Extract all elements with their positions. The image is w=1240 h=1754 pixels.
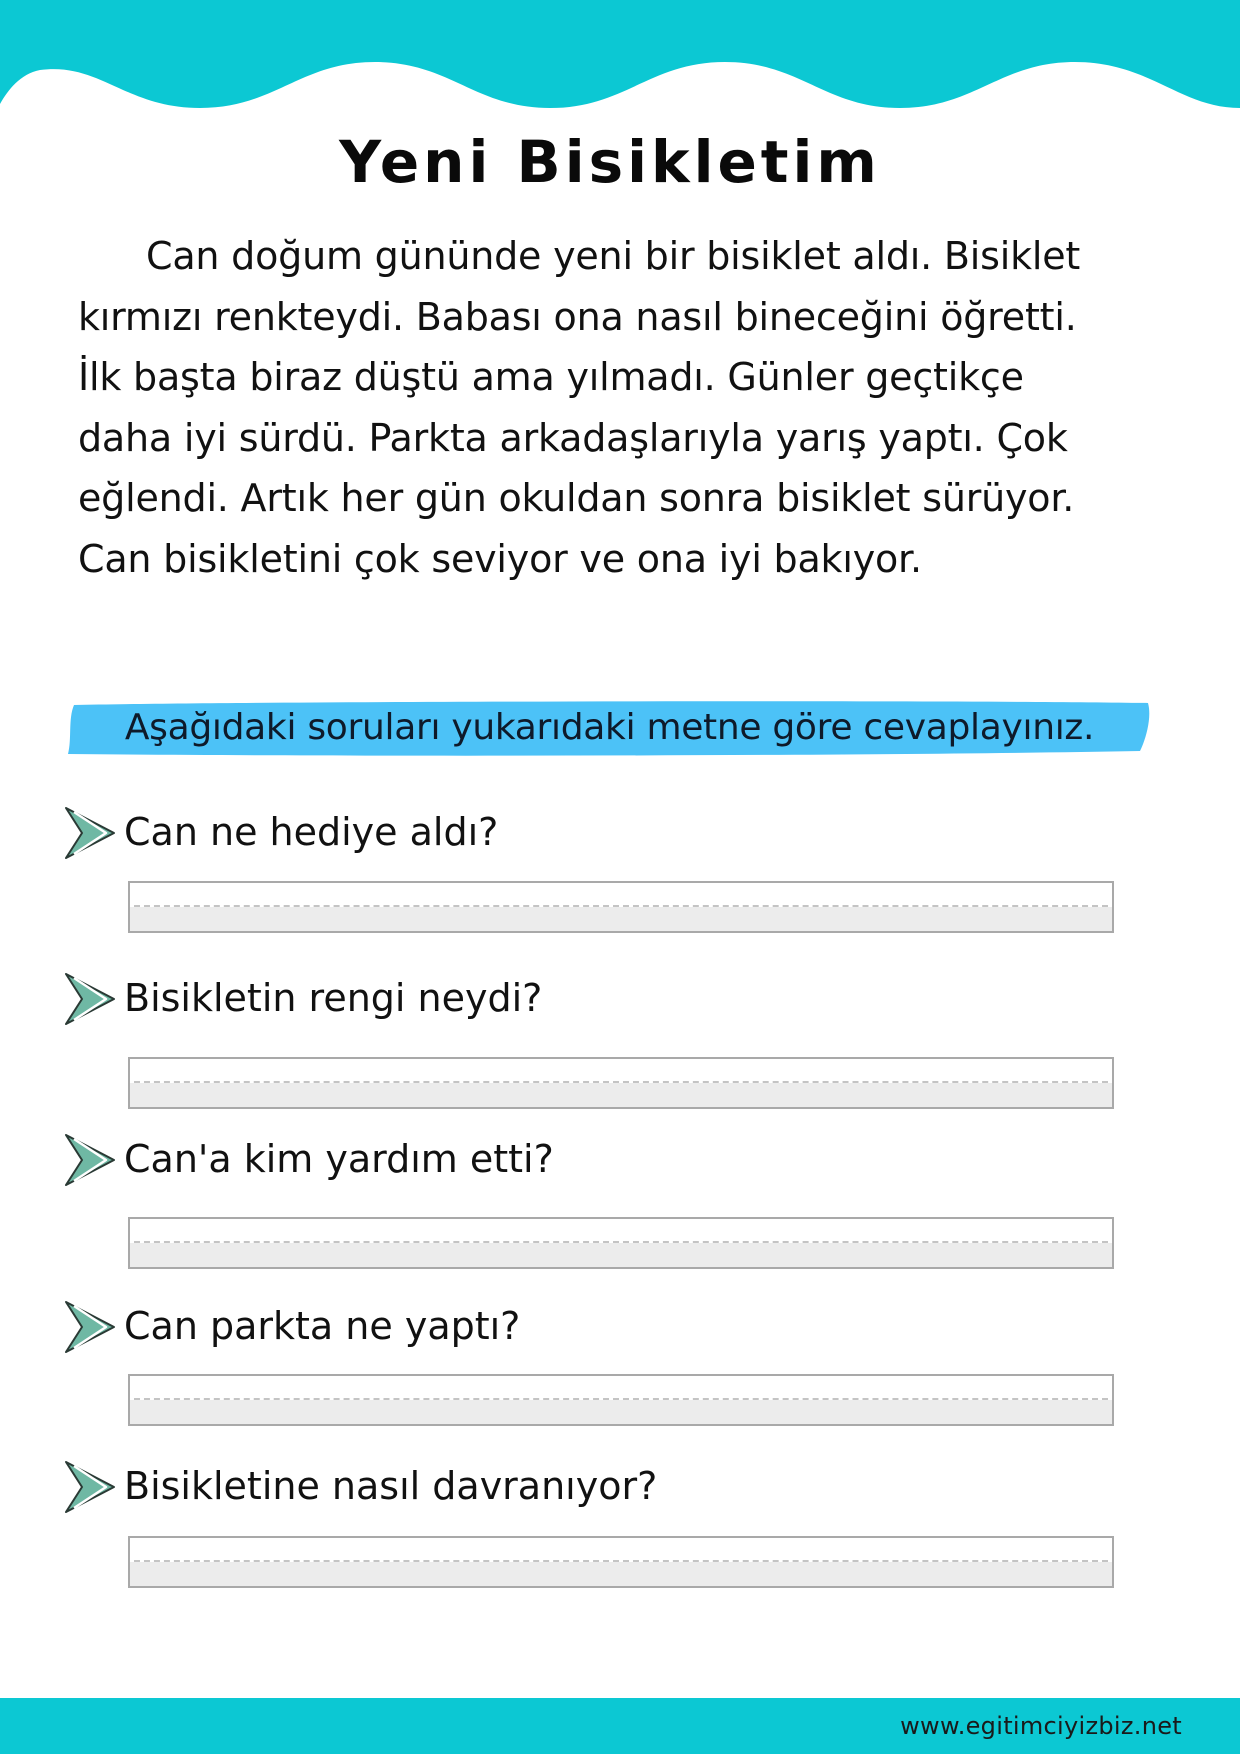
answer-field-4[interactable]: [128, 1374, 1114, 1426]
story-line: Can bisikletini çok seviyor ve ona iyi bakıyor.: [78, 536, 922, 581]
question-text: Can parkta ne yaptı?: [124, 1304, 521, 1348]
story-paragraph: [78, 226, 1173, 589]
question-1: [64, 802, 1164, 862]
instruction-text: Aşağıdaki soruları yukarıdaki metne göre cevaplayınız.: [124, 707, 1095, 748]
question-5: [64, 1456, 1164, 1516]
question-text: Bisikletin rengi neydi?: [124, 976, 543, 1020]
question-text: Can ne hediye aldı?: [124, 810, 499, 854]
story-line: Can doğum gününde yeni bir bisiklet aldı. Bisiklet: [146, 234, 1081, 278]
question-2: [64, 968, 1164, 1028]
answer-field-1[interactable]: [128, 881, 1114, 933]
header-wave: [0, 0, 1240, 115]
answer-field-5[interactable]: [128, 1536, 1114, 1588]
footer-bar: [0, 1698, 1240, 1754]
story-line: daha iyi sürdü. Parkta arkadaşlarıyla yarış yaptı. Çok: [78, 415, 1068, 460]
story-line: eğlendi. Artık her gün okuldan sonra bisiklet sürüyor.: [78, 476, 1075, 520]
story-line: İlk başta biraz düştü ama yılmadı. Günler geçtikçe: [78, 355, 1024, 399]
page-title: Yeni Bisikletim: [339, 128, 881, 196]
question-4: [64, 1296, 1164, 1356]
dashed-guide-line: [134, 1560, 1108, 1562]
instruction-banner: [66, 699, 1153, 757]
dashed-guide-line: [134, 1398, 1108, 1400]
story-line: kırmızı renkteydi. Babası ona nasıl bineceğini öğretti.: [78, 294, 1077, 339]
dashed-guide-line: [134, 1241, 1108, 1243]
dashed-guide-line: [134, 1081, 1108, 1083]
chevron-arrow-icon: [64, 806, 116, 860]
chevron-arrow-icon: [64, 1300, 116, 1354]
answer-field-3[interactable]: [128, 1217, 1114, 1269]
chevron-arrow-icon: [64, 1133, 116, 1187]
question-text: Bisikletine nasıl davranıyor?: [124, 1464, 658, 1508]
question-text: Can'a kim yardım etti?: [124, 1137, 554, 1181]
answer-field-2[interactable]: [128, 1057, 1114, 1109]
chevron-arrow-icon: [64, 972, 116, 1026]
question-3: [64, 1129, 1164, 1189]
footer-website-link[interactable]: www.egitimciyizbiz.net: [900, 1712, 1182, 1740]
dashed-guide-line: [134, 905, 1108, 907]
chevron-arrow-icon: [64, 1460, 116, 1514]
